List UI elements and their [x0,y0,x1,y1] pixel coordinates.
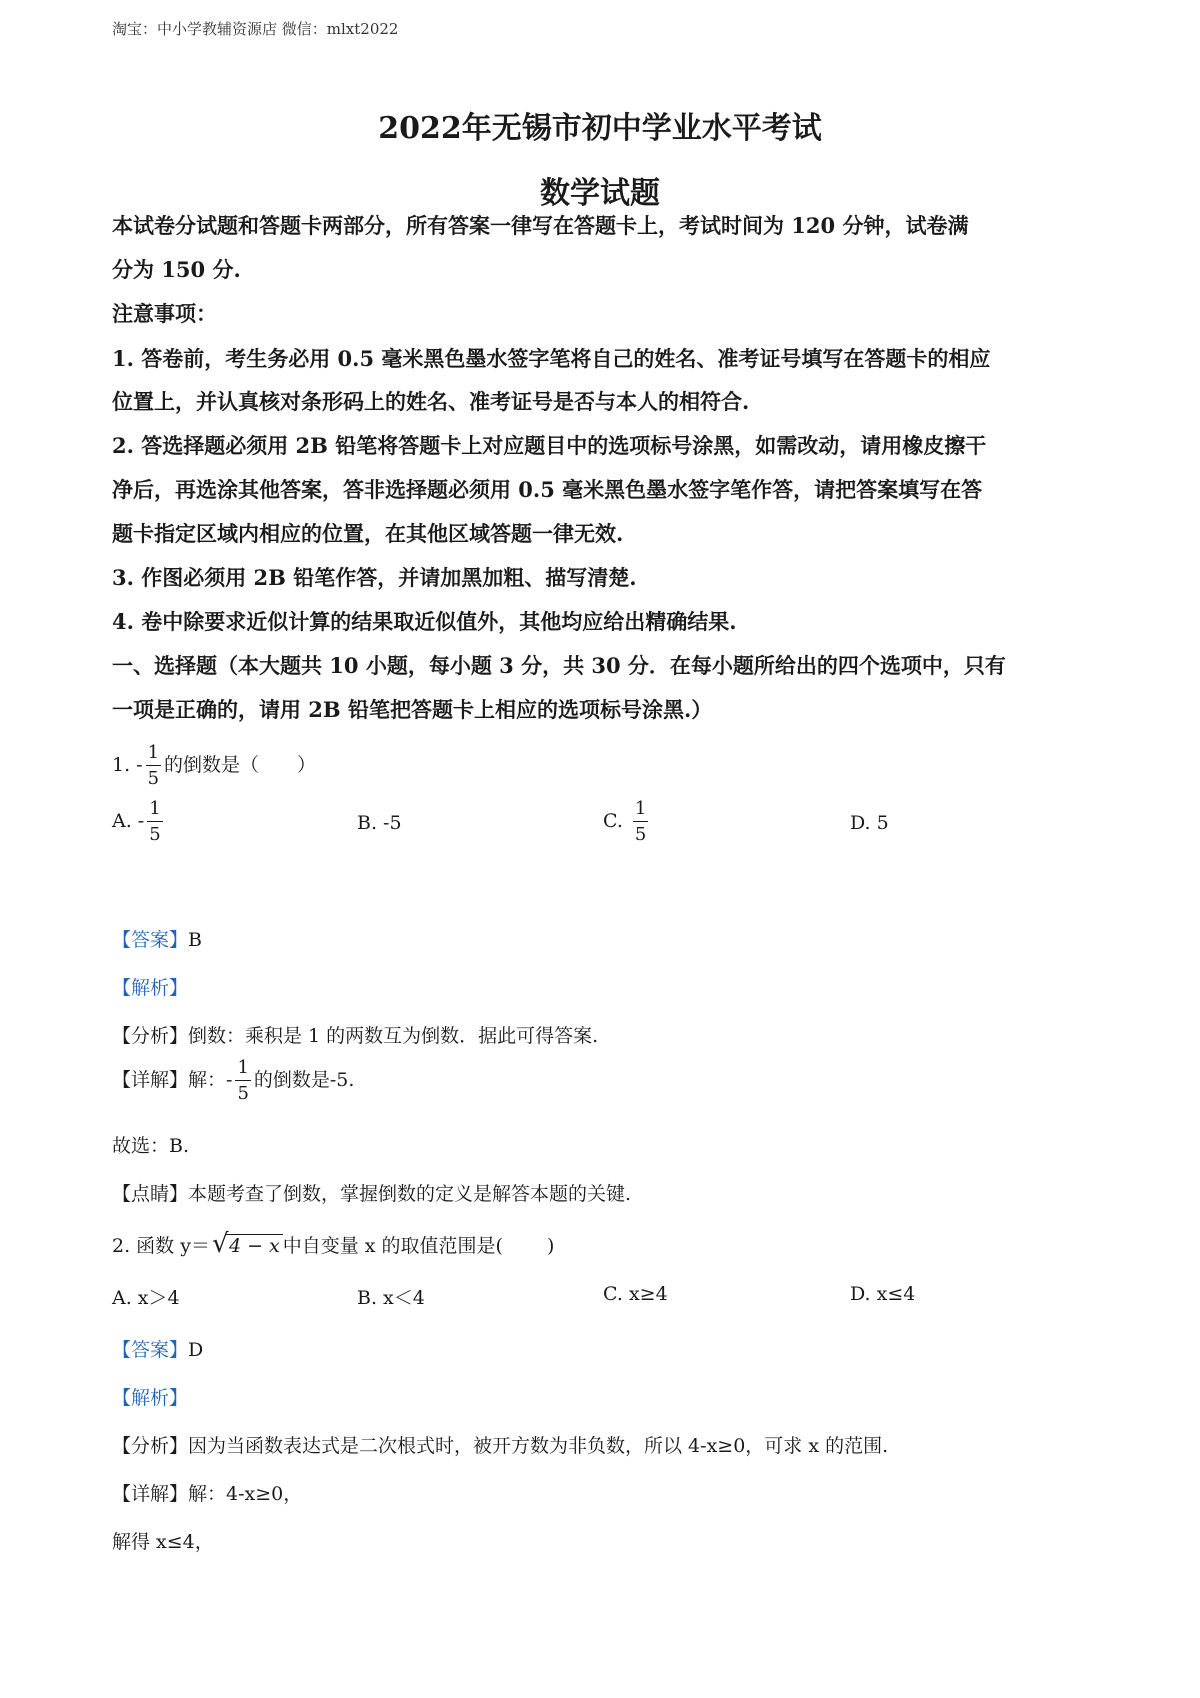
q1-option-c-num: 1 [633,800,648,822]
notice-item-2-line-2: 净后，再选涂其他答案，答非选择题必须用 0.5 毫米黑色墨水签字笔作答，请把答案填写在答 [112,477,983,502]
q2-fenxi-text: 因为当函数表达式是二次根式时，被开方数为非负数，所以 4-x≥0，可求 x 的范围. [188,1435,889,1457]
q1-fenxi [112,1021,1102,1048]
header-note: 淘宝：中小学教辅资源店 微信：mlxt2022 [112,20,399,38]
q1-xiangjie [112,1059,1102,1103]
q1-option-a-fraction [147,800,162,844]
notice-item-4: 4. 卷中除要求近似计算的结果取近似值外，其他均应给出精确结果. [112,609,737,634]
q1-xiangjie-fraction [235,1059,250,1103]
q2-suffix: 中自变量 x 的取值范围是( ) [282,1235,555,1257]
q1-suffix: 的倒数是（ ） [164,754,317,776]
q1-option-c [603,800,651,844]
notice-item-1-line-1: 1. 答卷前，考生务必用 0.5 毫米黑色墨水签字笔将自己的姓名、准考证号填写在答题卡的相应 [112,346,991,371]
q2-answer [112,1335,1102,1362]
q2-sqrt [211,1229,283,1259]
q1-option-a-den: 5 [149,824,161,845]
q2-fenxi-tag: 【分析】 [112,1435,189,1457]
sqrt-icon: √ [211,1229,229,1259]
q2-option-a: A. x＞4 [112,1287,180,1309]
q1-xiangjie-suffix: 的倒数是-5. [253,1069,355,1091]
q1-option-d: D. 5 [850,812,889,834]
q1-option-b: B. -5 [357,812,402,834]
q1-xiangjie-den: 5 [237,1083,249,1104]
q1-xiangjie-prefix: 解：- [188,1069,233,1091]
q2-option-c: C. x≥4 [603,1283,668,1305]
q1-option-c-fraction [633,800,648,844]
q2-option-b: B. x＜4 [357,1287,425,1309]
intro-line-1: 本试卷分试题和答题卡两部分，所有答案一律写在答题卡上，考试时间为 120 分钟，试卷满 [112,213,969,238]
q1-dianjing-text: 本题考查了倒数，掌握倒数的定义是解答本题的关键. [188,1183,632,1205]
section-1-line-2: 一项是正确的，请用 2B 铅笔把答题卡上相应的选项标号涂黑.） [112,697,713,722]
intro-line-2: 分为 150 分. [112,257,241,282]
q2-jiede: 解得 x≤4， [112,1531,214,1553]
q2-prefix: 2. 函数 y＝ [112,1235,210,1257]
q1-answer [112,925,1102,952]
q1-fenxi-tag: 【分析】 [112,1025,189,1047]
q1-xiangjie-num: 1 [235,1059,250,1081]
q1-fenxi-text: 倒数：乘积是 1 的两数互为倒数．据此可得答案. [188,1025,599,1047]
q2-analysis-tag: 【解析】 [112,1387,189,1409]
q1-option-a-num: 1 [147,800,162,822]
q1-answer-value: B [188,929,202,951]
exam-subtitle: 数学试题 [540,176,660,211]
q2-xiangjie-tag: 【详解】 [112,1483,189,1505]
q2-answer-value: D [188,1339,204,1361]
notice-item-1-line-2: 位置上，并认真核对条形码上的姓名、准考证号是否与本人的相符合. [112,389,750,414]
q1-xiangjie-tag: 【详解】 [112,1069,189,1091]
q1-answer-tag: 【答案】 [112,929,189,951]
q2-option-d: D. x≤4 [850,1283,916,1305]
q1-dianjing [112,1179,1102,1206]
notice-item-2-line-3: 题卡指定区域内相应的位置，在其他区域答题一律无效. [112,521,624,546]
section-1-line-1: 一、选择题（本大题共 10 小题，每小题 3 分，共 30 分．在每小题所给出的四个选项中，只有 [112,653,1006,678]
q1-fraction [146,744,161,788]
q1-guxuan: 故选：B. [112,1135,190,1157]
q1-option-a-label: A. - [112,810,145,832]
q1-prefix: 1. - [112,754,143,776]
q2-answer-tag: 【答案】 [112,1339,189,1361]
q1-fraction-den: 5 [147,768,160,789]
q1-analysis-tag: 【解析】 [112,977,189,999]
q1-option-c-label: C. [603,810,623,832]
notice-heading: 注意事项： [112,301,217,326]
q2-xiangjie-text: 解：4-x≥0， [188,1483,303,1505]
q1-stem [112,744,1102,788]
q1-fraction-num: 1 [146,744,161,766]
notice-item-2-line-1: 2. 答选择题必须用 2B 铅笔将答题卡上对应题目中的选项标号涂黑，如需改动，请用橡皮擦干 [112,433,987,458]
q2-stem [112,1231,1102,1258]
exam-title: 2022年无锡市初中学业水平考试 [378,111,822,146]
q2-fenxi [112,1431,1102,1458]
q1-option-a [112,800,166,844]
q1-option-c-den: 5 [634,824,647,845]
notice-item-3: 3. 作图必须用 2B 铅笔作答，并请加黑加粗、描写清楚. [112,565,637,590]
q2-radicand: 4 − x [226,1234,283,1257]
q2-xiangjie [112,1479,1102,1506]
q1-dianjing-tag: 【点睛】 [112,1183,189,1205]
